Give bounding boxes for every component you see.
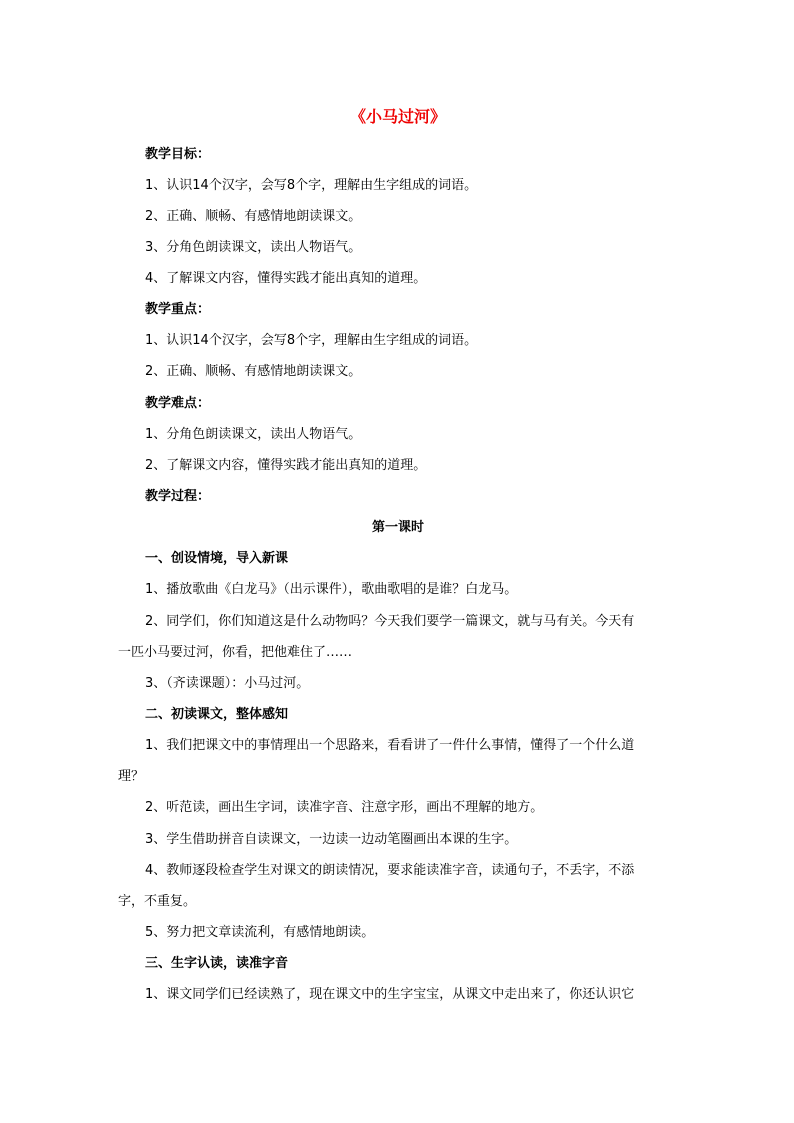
part1-line: 一匹小马要过河，你看，把他难住了…… [118, 645, 353, 660]
part1-line: 2、同学们，你们知道这是什么动物吗？今天我们要学一篇课文，就与马有关。今天有 [145, 614, 635, 629]
difficult-points-heading: 教学难点： [145, 396, 211, 411]
part1-heading: 一、创设情境，导入新课 [145, 551, 289, 566]
part2-line: 1、我们把课文中的事情理出一个思路来，看看讲了一件什么事情，懂得了一个什么道 [145, 738, 635, 753]
lesson-title: 第一课时 [371, 520, 424, 535]
goal-item: 4、了解课文内容，懂得实践才能出真知的道理。 [145, 271, 427, 286]
key-point-item: 2、正确、顺畅、有感情地朗读课文。 [145, 364, 362, 379]
part1-line: 3、（齐读课题）：小马过河。 [145, 676, 310, 691]
part2-heading: 二、初读课文，整体感知 [145, 707, 289, 722]
part2-line: 字，不重复。 [118, 894, 197, 909]
key-point-item: 1、认识14个汉字，会写8个字，理解由生字组成的词语。 [145, 333, 478, 348]
part2-line: 4、教师逐段检查学生对课文的朗读情况，要求能读准字音，读通句子，不丢字，不添 [145, 863, 635, 878]
difficult-point-item: 1、分角色朗读课文，读出人物语气。 [145, 427, 362, 442]
part1-line: 1、播放歌曲《白龙马》（出示课件），歌曲歌唱的是谁？白龙马。 [145, 582, 518, 597]
document-page [118, 0, 678, 1123]
goal-item: 2、正确、顺畅、有感情地朗读课文。 [145, 209, 362, 224]
part3-line: 1、课文同学们已经读熟了，现在课文中的生字宝宝，从课文中走出来了，你还认识它 [145, 987, 635, 1002]
part2-line: 3、学生借助拼音自读课文，一边读一边动笔圈画出本课的生字。 [145, 832, 518, 847]
part3-heading: 三、生字认读，读准字音 [145, 956, 289, 971]
process-heading: 教学过程： [145, 489, 211, 504]
goals-heading: 教学目标： [145, 147, 211, 162]
part2-line: 理？ [118, 769, 145, 784]
key-points-heading: 教学重点： [145, 302, 211, 317]
difficult-point-item: 2、了解课文内容，懂得实践才能出真知的道理。 [145, 458, 427, 473]
document-title: 《小马过河》 [349, 107, 446, 126]
goal-item: 1、认识14个汉字，会写8个字，理解由生字组成的词语。 [145, 178, 478, 193]
goal-item: 3、分角色朗读课文，读出人物语气。 [145, 240, 362, 255]
part2-line: 2、听范读，画出生字词，读准字音、注意字形，画出不理解的地方。 [145, 800, 544, 815]
part2-line: 5、努力把文章读流利，有感情地朗读。 [145, 925, 375, 940]
